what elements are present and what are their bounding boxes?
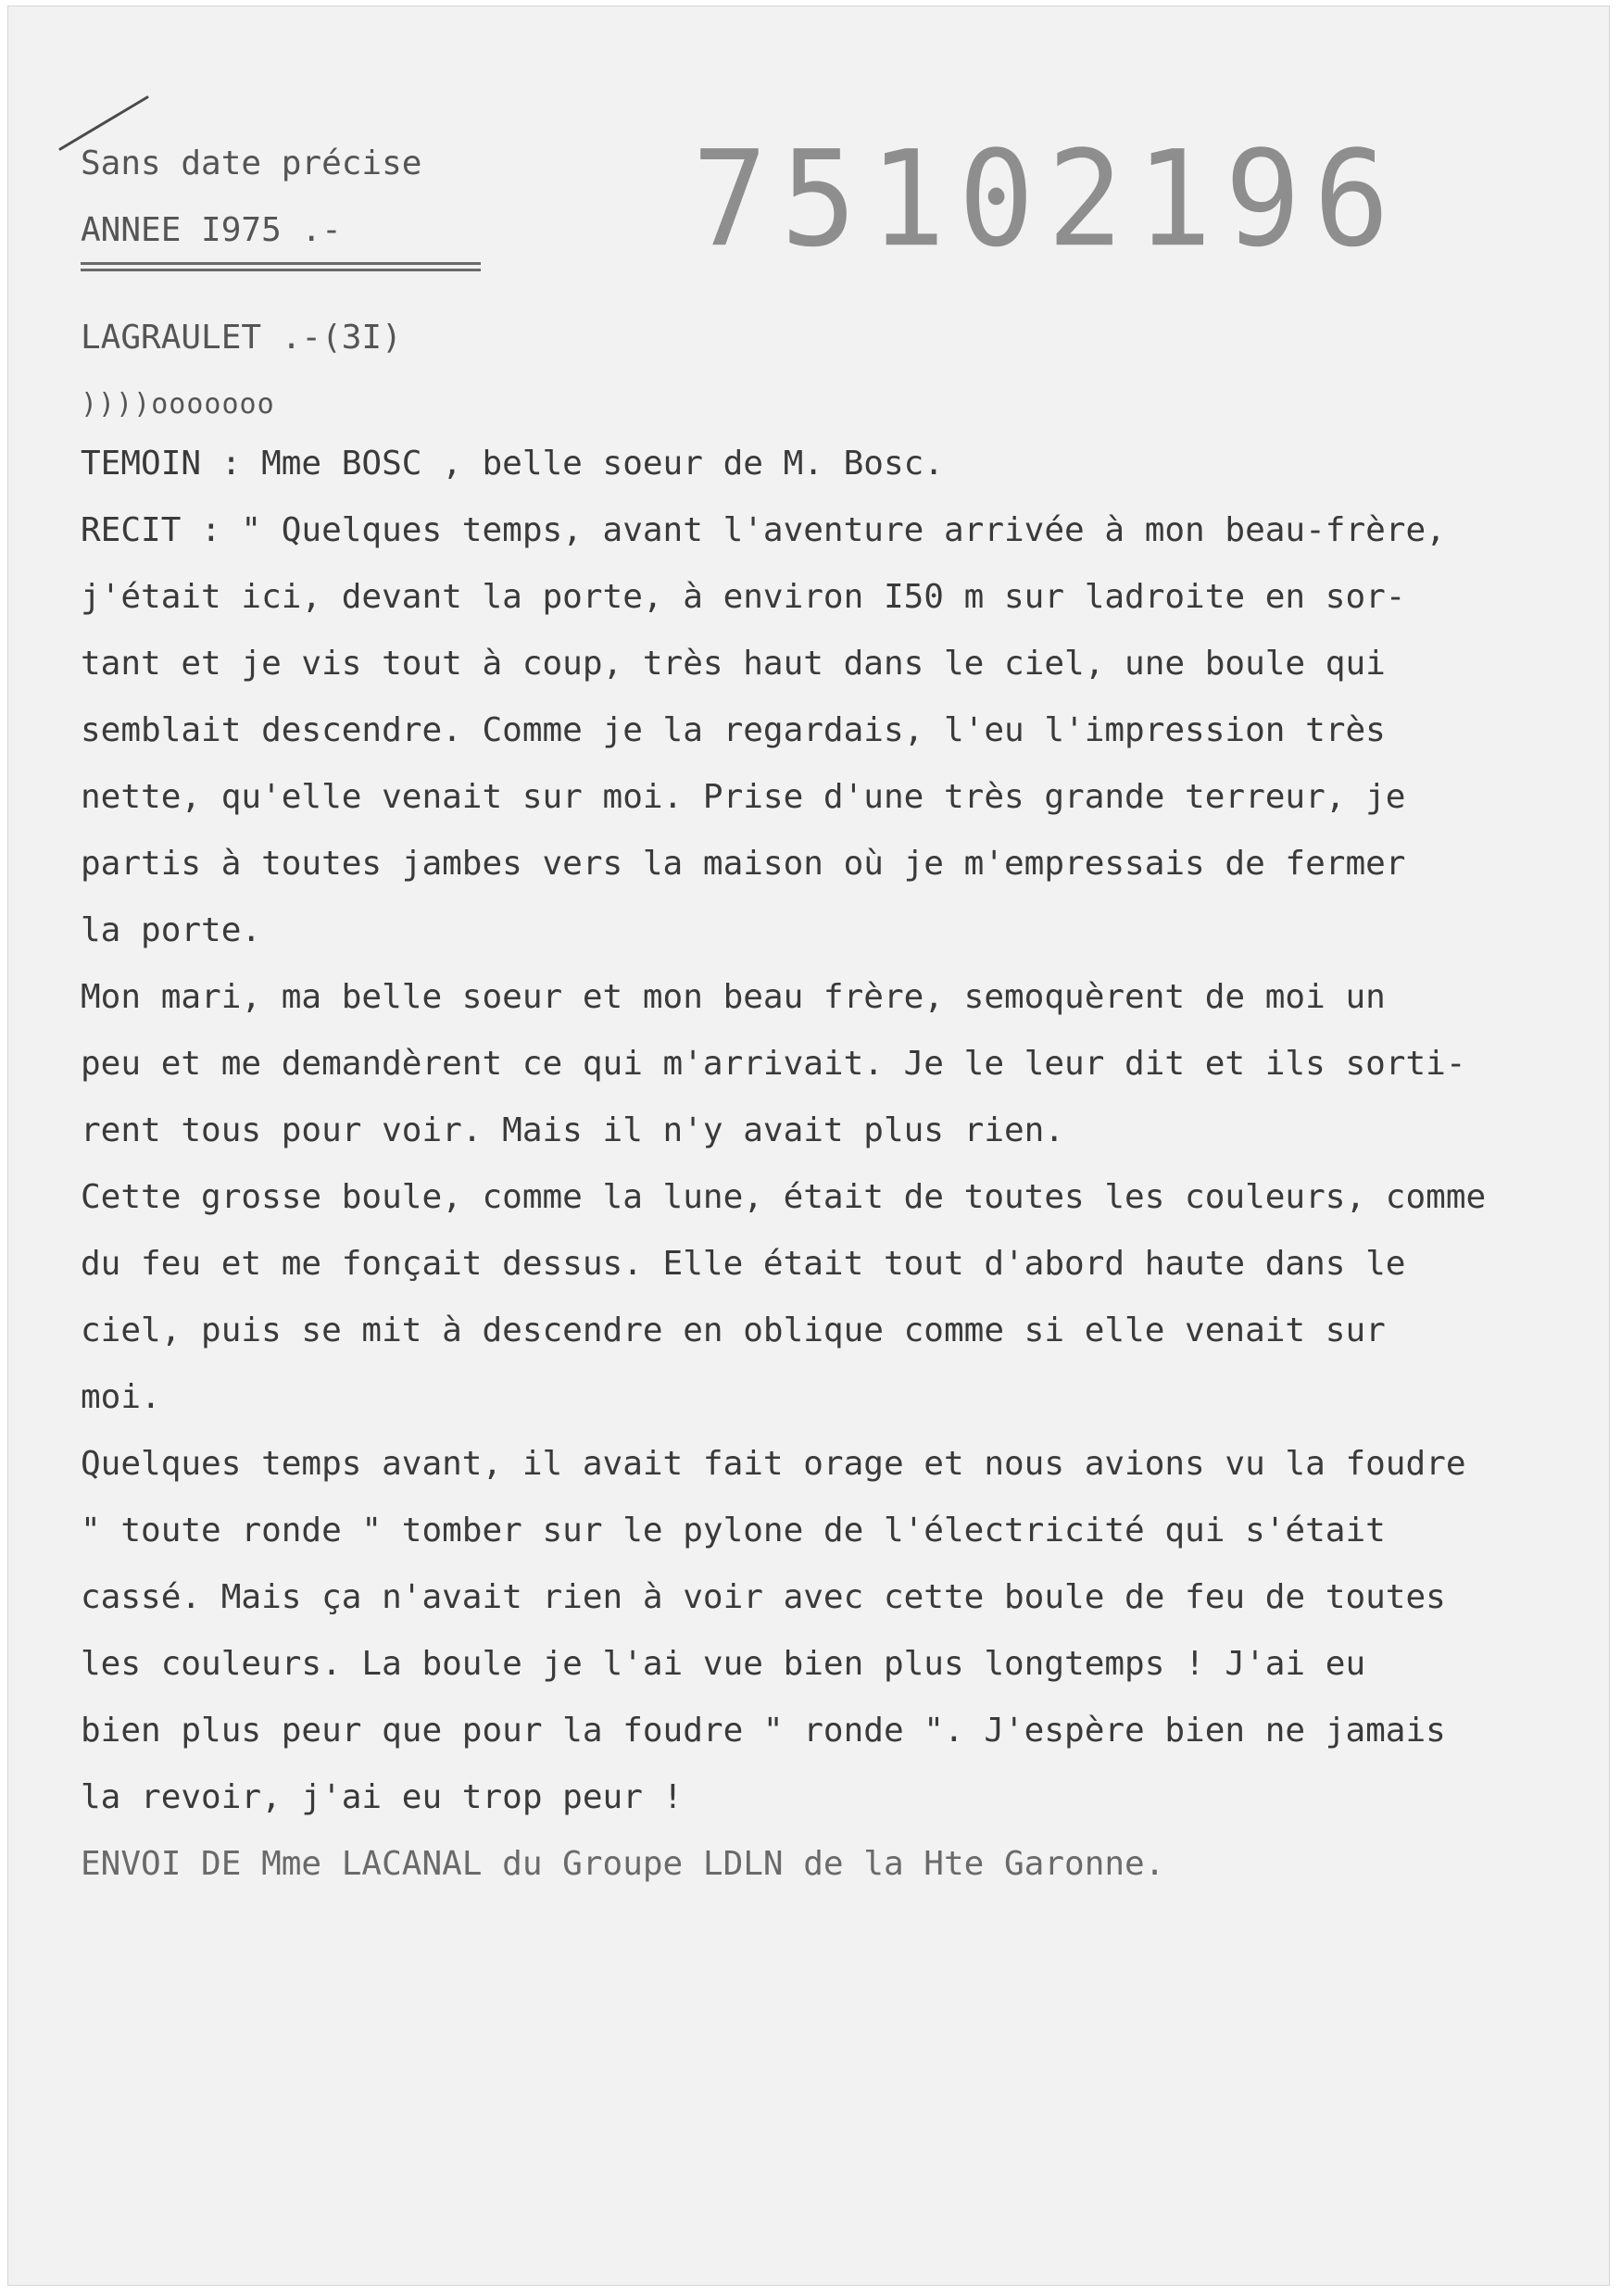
place-ornament: ))))ooooooo: [81, 388, 275, 420]
text-line: la porte.: [81, 911, 262, 949]
text-line: ciel, puis se mit à descendre en oblique comme si elle venait sur: [81, 1311, 1386, 1349]
date-note: Sans date précise: [81, 144, 422, 182]
text-line: RECIT : " Quelques temps, avant l'aventure arrivée à mon beau-frère,: [81, 511, 1446, 549]
testimony-text: [81, 431, 1604, 1898]
text-line: tant et je vis tout à coup, très haut dans le ciel, une boule qui: [81, 645, 1386, 683]
document-header: [81, 131, 421, 264]
text-line: cassé. Mais ça n'avait rien à voir avec cette boule de feu de toutes: [81, 1578, 1446, 1616]
text-line: peu et me demandèrent ce qui m'arrivait. Je le leur dit et ils sorti-: [81, 1045, 1466, 1083]
text-line: Quelques temps avant, il avait fait orage et nous avions vu la foudre: [81, 1445, 1466, 1483]
text-line: du feu et me fonçait dessus. Elle était tout d'abord haute dans le: [81, 1245, 1406, 1283]
place-name: LAGRAULET .-(3I): [81, 319, 402, 357]
text-line: les couleurs. La boule je l'ai vue bien plus longtemps ! J'ai eu: [81, 1645, 1366, 1683]
archive-number-stamp: 75102196: [692, 123, 1403, 277]
text-line: semblait descendre. Comme je la regardais, l'eu l'impression très: [81, 711, 1386, 749]
text-line: j'était ici, devant la porte, à environ I50 m sur ladroite en sor-: [81, 578, 1406, 616]
text-line: bien plus peur que pour la foudre " ronde ". J'espère bien ne jamais: [81, 1712, 1446, 1750]
text-line: TEMOIN : Mme BOSC , belle soeur de M. Bosc.: [81, 445, 944, 483]
text-line: moi.: [81, 1378, 161, 1416]
document-page: [7, 6, 1610, 2286]
text-line: la revoir, j'ai eu trop peur !: [81, 1778, 684, 1816]
text-line: Cette grosse boule, comme la lune, était de toutes les couleurs, comme: [81, 1178, 1487, 1216]
year-line: ANNEE I975 .-: [81, 211, 342, 249]
place-block: [81, 305, 402, 438]
sender-line: ENVOI DE Mme LACANAL du Groupe LDLN de la Hte Garonne.: [81, 1845, 1165, 1883]
text-line: partis à toutes jambes vers la maison où je m'empressais de fermer: [81, 845, 1406, 883]
text-line: rent tous pour voir. Mais il n'y avait plus rien.: [81, 1111, 1065, 1149]
header-underline: [81, 262, 481, 271]
text-line: " toute ronde " tomber sur le pylone de l'électricité qui s'était: [81, 1512, 1386, 1549]
text-line: Mon mari, ma belle soeur et mon beau frère, semoquèrent de moi un: [81, 978, 1386, 1016]
text-line: nette, qu'elle venait sur moi. Prise d'une très grande terreur, je: [81, 778, 1406, 816]
